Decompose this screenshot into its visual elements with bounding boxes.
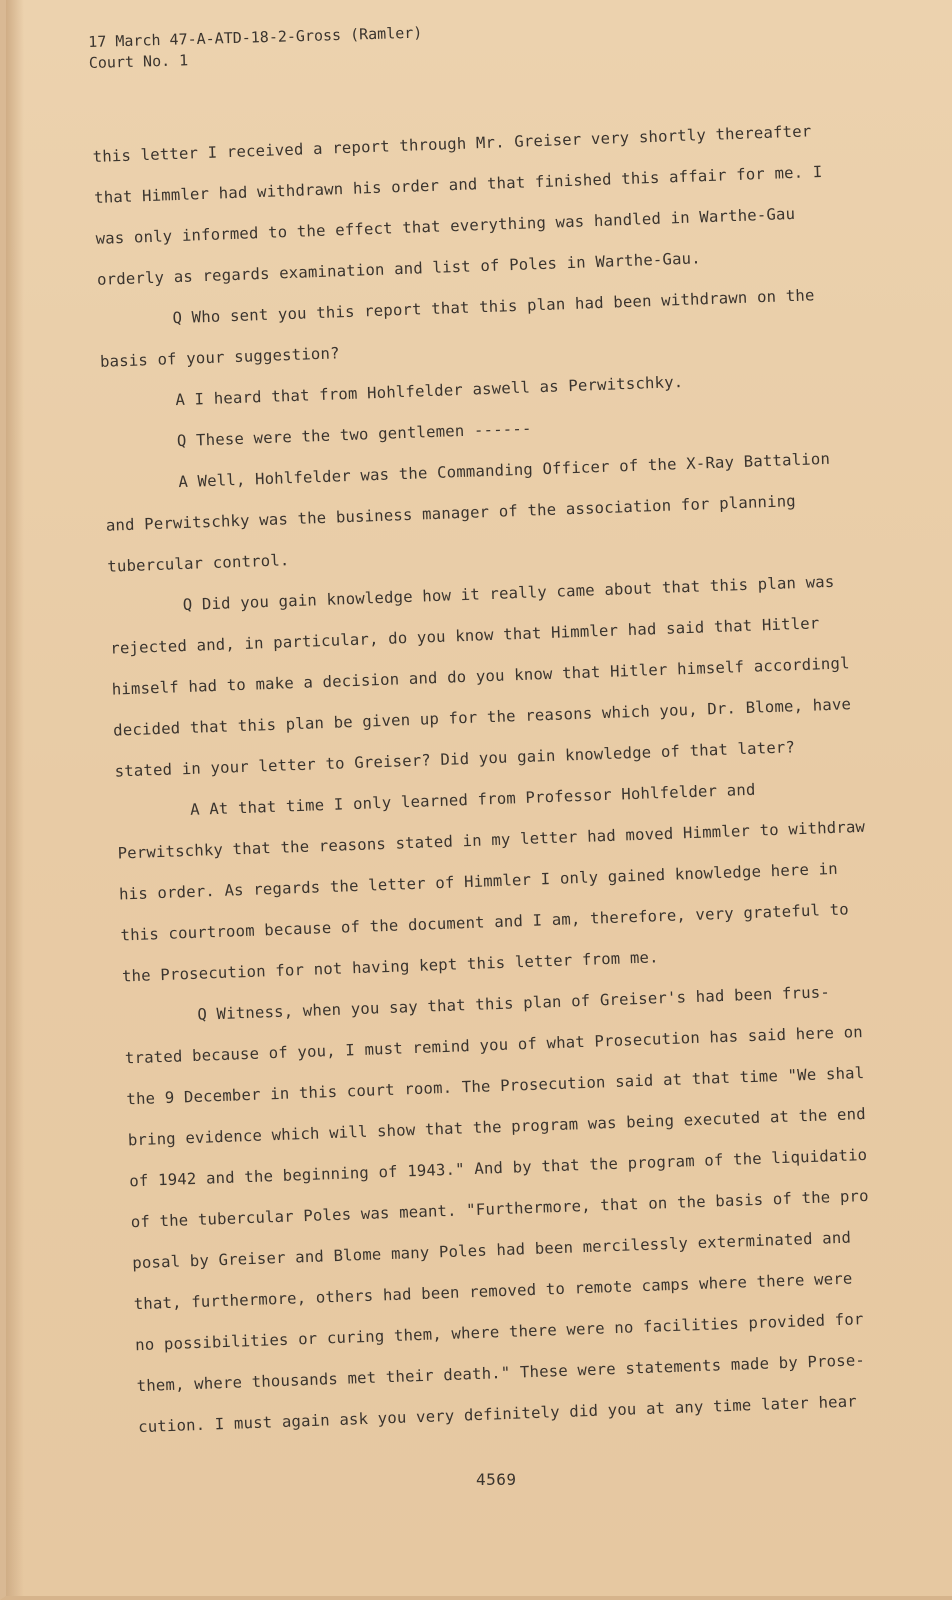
transcript-line: them, where thousands met their death." These were statements made by Prose- [136,1351,866,1396]
transcript-line: decided that this plan be given up for the reasons which you, Dr. Blome, have [112,695,852,740]
transcript-line: his order. As regards the letter of Himmler I only gained knowledge here in [118,859,839,904]
transcript-line: rejected and, in particular, do you know that Himmler had said that Hitler [109,614,820,658]
transcript-line: A At that time I only learned from Professor Hohlfelder and [189,780,756,819]
header-court: Court No. 1 [88,51,189,72]
transcript-line: was only informed to the effect that everything was handled in Warthe-Gau [95,204,796,248]
transcript-line: that, furthermore, others had been removed to remote camps where there were [133,1269,853,1314]
transcript-line: cution. I must again ask you very definitely did you at any time later hear [137,1392,858,1437]
transcript-line: Q Witness, when you say that this plan of Greiser's had been frus- [197,983,831,1024]
page-number: 4569 [476,1470,517,1489]
transcript-line: posal by Greiser and Blome many Poles had been mercilessly exterminated and [131,1228,852,1273]
document-header [88,17,609,74]
transcript-line: stated in your letter to Greiser? Did you gain knowledge of that later? [114,738,796,781]
transcript-line: this courtroom because of the document and I am, therefore, very grateful to [120,900,850,945]
transcript-line: the Prosecution for not having kept this letter from me. [121,948,659,986]
transcript-line: orderly as regards examination and list of Poles in Warthe-Gau. [96,249,702,289]
transcript-line: of the tubercular Poles was meant. "Furthermore, that on the basis of the pro [130,1186,869,1232]
transcript-line: Q Who sent you this report that this plan had been withdrawn on the [172,286,815,328]
transcript-line: bring evidence which will show that the program was being executed at the end [127,1104,867,1150]
transcript-body [92,108,952,1448]
transcript-line: basis of your suggestion? [99,344,340,371]
transcript-line: A I heard that from Hohlfelder aswell as Perwitschky. [175,373,684,410]
transcript-line: no possibilities or curing them, where there were no facilities provided for [134,1310,864,1355]
transcript-line: Perwitschky that the reasons stated in my letter had moved Himmler to withdraw [117,817,866,863]
transcript-line: A Well, Hohlfelder was the Commanding Officer of the X-Ray Battalion [178,449,831,492]
transcript-line: the 9 December in this court room. The Prosecution said at that time "We shal [126,1063,865,1109]
transcript-line: this letter I received a report through Mr. Greiser very shortly thereafter [92,122,812,166]
transcript-line: that Himmler had withdrawn his order and that finished this affair for me. I [93,162,823,207]
header-reference: 17 March 47-A-ATD-18-2-Gross (Ramler) [88,23,423,51]
transcript-line: trated because of you, I must remind you of what Prosecution has said here on [124,1023,864,1068]
transcript-line: and Perwitschky was the business manager of the association for planning [105,492,797,535]
transcript-line: Q These were the two gentlemen ------ [176,419,532,451]
transcript-line: tubercular control. [107,551,290,576]
transcript-line: Q Did you gain knowledge how it really came about that this plan was [182,572,835,615]
transcript-line: himself had to make a decision and do you know that Hitler himself accordingl [111,654,850,699]
page-edge-shadow [6,0,24,1600]
transcript-line: of 1942 and the beginning of 1943." And by that the program of the liquidatio [129,1145,868,1191]
